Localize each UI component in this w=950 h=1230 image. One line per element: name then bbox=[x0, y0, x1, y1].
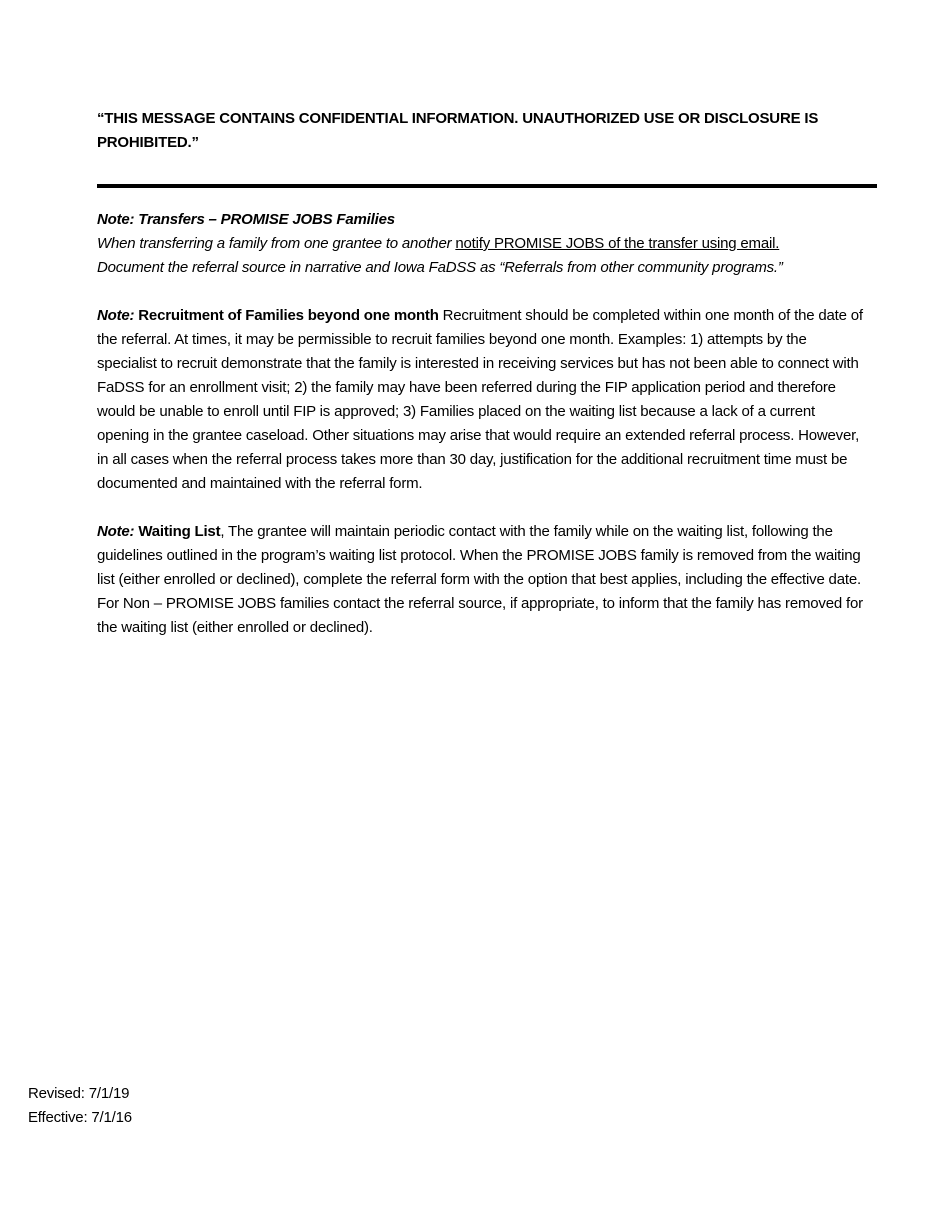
recruitment-note-body: Recruitment should be completed within one month of the date of the referral. At times, it may be permissible to recruit families beyond one month. Examples: 1) attempts by the specialist to recruit demonstrate that the family is interested in receiving services but has not been able to connect with FaDSS for an enrollment visit; 2) the family may have been referred during the FIP application period and therefore would be unable to enroll until FIP is approved; 3) Families placed on the waiting list because a lack of a current opening in the grantee caseload. Other situations may arise that would require an extended referral process. However, in all cases when the referral process takes more than 30 day, justification for the additional recruitment time must be documented and maintained with the referral form. bbox=[97, 307, 863, 492]
recruitment-note-title: Recruitment of Families beyond one month bbox=[138, 307, 439, 324]
document-content bbox=[97, 0, 865, 640]
confidentiality-notice: “THIS MESSAGE CONTAINS CONFIDENTIAL INFORMATION. UNAUTHORIZED USE OR DISCLOSURE IS PROHIBITED.” bbox=[97, 110, 819, 151]
section-divider bbox=[97, 184, 877, 188]
waiting-list-note-label: Note: bbox=[97, 523, 135, 540]
waiting-list-note bbox=[97, 520, 865, 640]
transfers-note-line1 bbox=[97, 232, 865, 256]
effective-date: Effective: 7/1/16 bbox=[28, 1109, 132, 1126]
revised-date: Revised: 7/1/19 bbox=[28, 1085, 130, 1102]
transfers-note-line2: Document the referral source in narrative and Iowa FaDSS as “Referrals from other community programs.” bbox=[97, 259, 783, 276]
waiting-list-note-body: , The grantee will maintain periodic contact with the family while on the waiting list, following the guidelines outlined in the program’s waiting list protocol. When the PROMISE JOBS family is removed from the waiting list (either enrolled or declined), complete the referral form with the option that best applies, including the effective date. For Non – PROMISE JOBS families contact the referral source, if appropriate, to inform that the family has removed for the waiting list (either enrolled or declined). bbox=[97, 523, 863, 636]
transfers-note-line1-italic: When transferring a family from one grantee to another bbox=[97, 235, 456, 252]
recruitment-note bbox=[97, 304, 865, 496]
page-footer bbox=[28, 1082, 132, 1130]
transfers-note-heading: Note: Transfers – PROMISE JOBS Families bbox=[97, 211, 395, 228]
transfers-note bbox=[97, 208, 865, 280]
recruitment-note-label: Note: bbox=[97, 307, 135, 324]
waiting-list-note-title: Waiting List bbox=[138, 523, 221, 540]
transfers-note-email-instruction: notify PROMISE JOBS of the transfer using email. bbox=[455, 235, 780, 252]
